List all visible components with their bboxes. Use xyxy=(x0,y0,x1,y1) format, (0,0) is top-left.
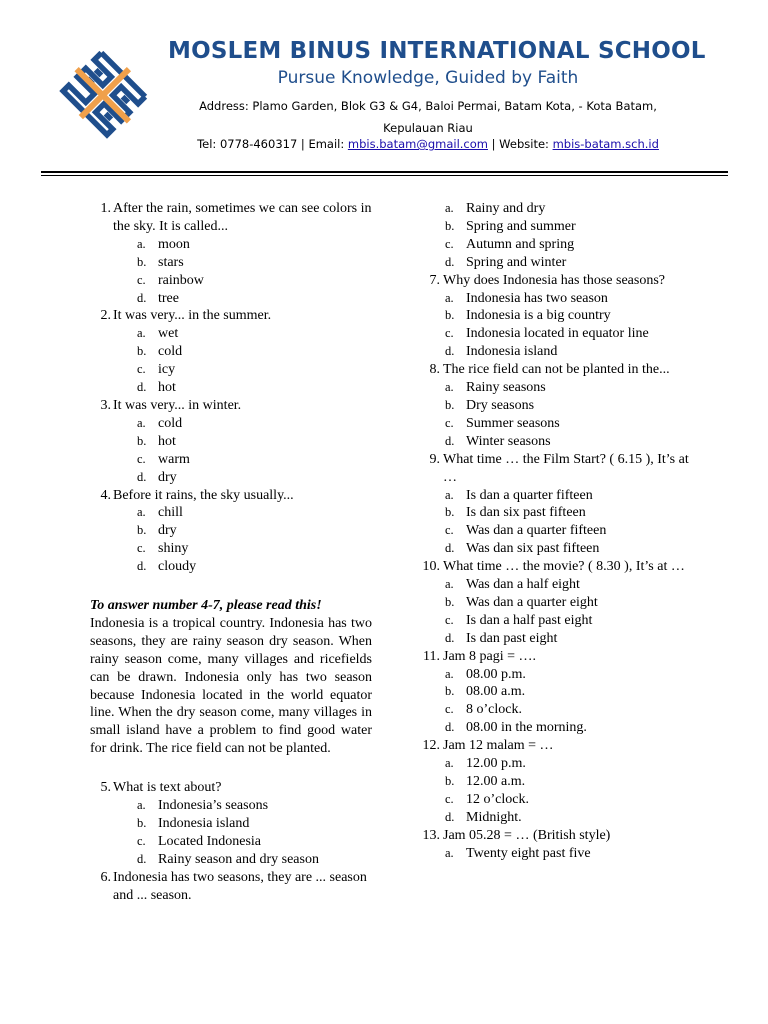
option-text: Autumn and spring xyxy=(466,236,575,252)
option-text: Indonesia’s seasons xyxy=(158,798,269,814)
option-letter: c. xyxy=(445,415,454,430)
option-letter: c. xyxy=(445,236,454,251)
option-letter: b. xyxy=(445,684,455,699)
school-name: MOSLEM BINUS INTERNATIONAL SCHOOL xyxy=(168,38,706,64)
option-letter: c. xyxy=(445,702,454,717)
option xyxy=(90,469,372,487)
question-number: 7. xyxy=(429,272,440,288)
option-letter: d. xyxy=(445,630,455,645)
option xyxy=(420,433,695,451)
option xyxy=(420,701,695,719)
option xyxy=(90,451,372,469)
option-letter: c. xyxy=(137,362,146,377)
option-letter: d. xyxy=(445,720,455,735)
option-text: Is dan six past fifteen xyxy=(466,505,586,521)
option-text: 12.00 a.m. xyxy=(466,774,526,789)
spacer xyxy=(90,576,372,597)
question-7 xyxy=(420,272,695,290)
option-text: Midnight. xyxy=(466,809,522,825)
option-letter: b. xyxy=(137,433,147,448)
question-number: 6. xyxy=(100,869,111,885)
contact-prefix: Tel: 0778-460317 | Email: xyxy=(197,137,348,151)
question-number: 2. xyxy=(100,308,111,324)
option xyxy=(90,361,372,379)
option-letter: a. xyxy=(445,380,454,395)
option xyxy=(420,630,695,648)
option-letter: a. xyxy=(445,845,454,860)
option xyxy=(420,791,695,809)
option xyxy=(420,343,695,361)
option-text: dry xyxy=(158,523,177,539)
option-letter: b. xyxy=(137,344,147,359)
question-text: What is text about? xyxy=(113,780,222,796)
option xyxy=(420,540,695,558)
option-text: 08.00 a.m. xyxy=(466,684,526,700)
question-text: Jam 05.28 = … (British style) xyxy=(443,827,611,843)
option xyxy=(420,612,695,630)
option-text: stars xyxy=(158,254,184,270)
option xyxy=(90,797,372,815)
option xyxy=(420,809,695,827)
option-text: Was dan a quarter fifteen xyxy=(466,523,607,539)
question-12 xyxy=(420,737,695,755)
option-letter: b. xyxy=(445,308,455,323)
option-letter: b. xyxy=(445,397,455,412)
option-letter: c. xyxy=(137,833,146,848)
question-11 xyxy=(420,648,695,666)
option-letter: c. xyxy=(445,326,454,341)
option xyxy=(90,254,372,272)
option-letter: a. xyxy=(445,290,454,305)
option xyxy=(90,236,372,254)
option-letter: d. xyxy=(137,380,147,395)
option xyxy=(420,576,695,594)
question-13 xyxy=(420,827,695,845)
option-text: rainbow xyxy=(158,272,204,288)
option-text: Indonesia has two season xyxy=(466,290,608,306)
option-text: Rainy seasons xyxy=(466,380,546,396)
question-number: 11. xyxy=(423,648,440,664)
option-text: tree xyxy=(158,290,179,306)
option xyxy=(90,433,372,451)
question-text: Jam 8 pagi = …. xyxy=(443,648,537,664)
option xyxy=(90,851,372,869)
header-divider-thin xyxy=(41,175,728,176)
option-text: Was dan six past fifteen xyxy=(466,541,600,557)
question-text: Before it rains, the sky usually... xyxy=(113,487,294,503)
option-text: Located Indonesia xyxy=(158,833,262,849)
option-letter: d. xyxy=(137,469,147,484)
option xyxy=(90,343,372,361)
option xyxy=(420,773,695,791)
option xyxy=(420,683,695,701)
option-text: Is dan past eight xyxy=(466,630,558,646)
question-number: 10. xyxy=(422,559,440,575)
option-text: cloudy xyxy=(158,559,197,575)
option-text: wet xyxy=(158,326,179,342)
option-text: 12 o’clock. xyxy=(466,791,529,807)
option-letter: a. xyxy=(137,415,146,430)
option-text: Dry seasons xyxy=(466,397,535,413)
option-text: Was dan a half eight xyxy=(466,577,580,593)
option xyxy=(90,522,372,540)
option-letter: a. xyxy=(137,236,146,251)
option-text: icy xyxy=(158,362,176,378)
option xyxy=(420,397,695,415)
option xyxy=(420,254,695,272)
option xyxy=(90,815,372,833)
option xyxy=(90,272,372,290)
option-letter: d. xyxy=(445,541,455,556)
option-text: 12.00 p.m. xyxy=(466,756,526,772)
option-text: Twenty eight past five xyxy=(466,845,591,861)
right-column xyxy=(420,200,695,863)
question-number: 9. xyxy=(429,451,440,467)
option xyxy=(420,379,695,397)
option-letter: a. xyxy=(137,326,146,341)
option-text: cold xyxy=(158,415,183,431)
option-text: Spring and summer xyxy=(466,218,576,234)
option-text: Winter seasons xyxy=(466,433,551,449)
option xyxy=(90,379,372,397)
option-text: 08.00 p.m. xyxy=(466,666,526,682)
option-letter: d. xyxy=(445,344,455,359)
option xyxy=(420,594,695,612)
question-number: 4. xyxy=(100,487,111,503)
reading-passage: Indonesia is a tropical country. Indonesia has two seasons, they are rainy season dry season. When rainy season come, many villages and ricefields can be drawn. Indonesia only has two season because Indonesia located in the world equator line. When the dry season come, many villages in small island have a problem to find good water for drink. The rice field can not be planted. xyxy=(90,615,372,757)
question-4 xyxy=(90,487,372,505)
option-letter: a. xyxy=(137,798,146,813)
option-letter: c. xyxy=(137,541,146,556)
option-text: 8 o’clock. xyxy=(466,702,522,718)
option-text: Spring and winter xyxy=(466,254,567,270)
option-letter: a. xyxy=(445,756,454,771)
website-prefix: | Website: xyxy=(488,137,553,151)
passage-title: To answer number 4-7, please read this! xyxy=(90,598,322,614)
question-number: 3. xyxy=(100,397,111,413)
question-text: The rice field can not be planted in the... xyxy=(443,362,670,378)
option-letter: d. xyxy=(137,851,147,866)
option-text: Was dan a quarter eight xyxy=(466,594,598,610)
option xyxy=(420,755,695,773)
option-letter: d. xyxy=(445,433,455,448)
option xyxy=(420,290,695,308)
option xyxy=(90,504,372,522)
option-letter: b. xyxy=(137,523,147,538)
option-text: Rainy season and dry season xyxy=(158,851,319,867)
option xyxy=(90,415,372,433)
question-text: What time … the Film Start? ( 6.15 ), It’s at … xyxy=(443,451,689,485)
option xyxy=(420,522,695,540)
option xyxy=(420,487,695,505)
question-10 xyxy=(420,558,695,576)
spacer xyxy=(90,758,372,779)
option-letter: d. xyxy=(137,559,147,574)
option-letter: d. xyxy=(445,809,455,824)
option-text: Is dan a quarter fifteen xyxy=(466,487,593,503)
option xyxy=(420,200,695,218)
option-text: shiny xyxy=(158,541,189,557)
option xyxy=(420,415,695,433)
option-text: Is dan a half past eight xyxy=(466,612,593,628)
option-text: 08.00 in the morning. xyxy=(466,720,587,736)
question-text: It was very... in the summer. xyxy=(113,308,272,324)
option-letter: b. xyxy=(445,505,455,520)
option-letter: a. xyxy=(445,201,454,215)
option-text: Indonesia island xyxy=(466,344,558,360)
option-text: Rainy and dry xyxy=(466,201,546,216)
question-number: 13. xyxy=(422,827,440,843)
question-text: What time … the movie? ( 8.30 ), It’s at … xyxy=(443,559,685,575)
option-letter: b. xyxy=(137,254,147,269)
option-text: moon xyxy=(158,236,190,252)
school-logo xyxy=(54,38,160,144)
school-contact xyxy=(168,137,688,151)
question-text: Jam 12 malam = … xyxy=(443,738,554,754)
option-letter: a. xyxy=(445,487,454,502)
option xyxy=(420,236,695,254)
option-text: chill xyxy=(158,505,183,521)
option-text: dry xyxy=(158,469,177,485)
option xyxy=(420,719,695,737)
option-letter: d. xyxy=(445,254,455,269)
option-letter: c. xyxy=(445,523,454,538)
question-8 xyxy=(420,361,695,379)
question-1 xyxy=(90,200,372,236)
school-address: Address: Plamo Garden, Blok G3 & G4, Baloi Permai, Batam Kota, - Kota Batam, Kepulauan Riau xyxy=(199,99,657,135)
question-6 xyxy=(90,869,372,905)
question-text: Why does Indonesia has those seasons? xyxy=(443,272,666,288)
question-number: 12. xyxy=(422,738,440,754)
question-number: 1. xyxy=(100,201,111,216)
question-number: 8. xyxy=(429,362,440,378)
question-text: It was very... in winter. xyxy=(113,397,242,413)
option-letter: c. xyxy=(445,791,454,806)
question-number: 5. xyxy=(100,780,111,796)
option-letter: c. xyxy=(445,612,454,627)
question-3 xyxy=(90,397,372,415)
option xyxy=(90,325,372,343)
left-column xyxy=(90,200,372,905)
option-letter: b. xyxy=(137,816,147,830)
option xyxy=(90,540,372,558)
option xyxy=(420,845,695,863)
option-letter: a. xyxy=(445,577,454,592)
option-text: Summer seasons xyxy=(466,415,560,431)
option xyxy=(90,558,372,576)
option-letter: b. xyxy=(445,594,455,609)
option xyxy=(420,307,695,325)
option-letter: c. xyxy=(137,451,146,466)
option xyxy=(90,833,372,851)
option xyxy=(420,325,695,343)
question-text: After the rain, sometimes we can see colors in the sky. It is called... xyxy=(113,201,372,234)
header-divider xyxy=(41,171,728,173)
question-2 xyxy=(90,307,372,325)
option-text: Indonesia located in equator line xyxy=(466,326,649,342)
option xyxy=(90,290,372,308)
option-text: hot xyxy=(158,380,176,396)
question-9 xyxy=(420,451,695,487)
question-text: Indonesia has two seasons, they are ... season and ... season. xyxy=(113,869,367,903)
school-tagline: Pursue Knowledge, Guided by Faith xyxy=(277,68,579,88)
option-letter: c. xyxy=(137,272,146,287)
option-letter: d. xyxy=(137,290,147,305)
option-text: warm xyxy=(158,451,190,467)
option-letter: a. xyxy=(137,505,146,520)
option-letter: a. xyxy=(445,666,454,681)
email-link[interactable]: mbis.batam@gmail.com xyxy=(347,137,488,151)
option-text: hot xyxy=(158,433,176,449)
option-text: cold xyxy=(158,344,183,360)
option-text: Indonesia is a big country xyxy=(466,308,611,324)
option xyxy=(420,666,695,684)
option-letter: b. xyxy=(445,218,455,233)
website-link[interactable]: mbis-batam.sch.id xyxy=(552,137,659,151)
option xyxy=(420,504,695,522)
option xyxy=(420,218,695,236)
question-5 xyxy=(90,779,372,797)
option-letter: b. xyxy=(445,774,455,788)
option-text: Indonesia island xyxy=(158,816,250,831)
